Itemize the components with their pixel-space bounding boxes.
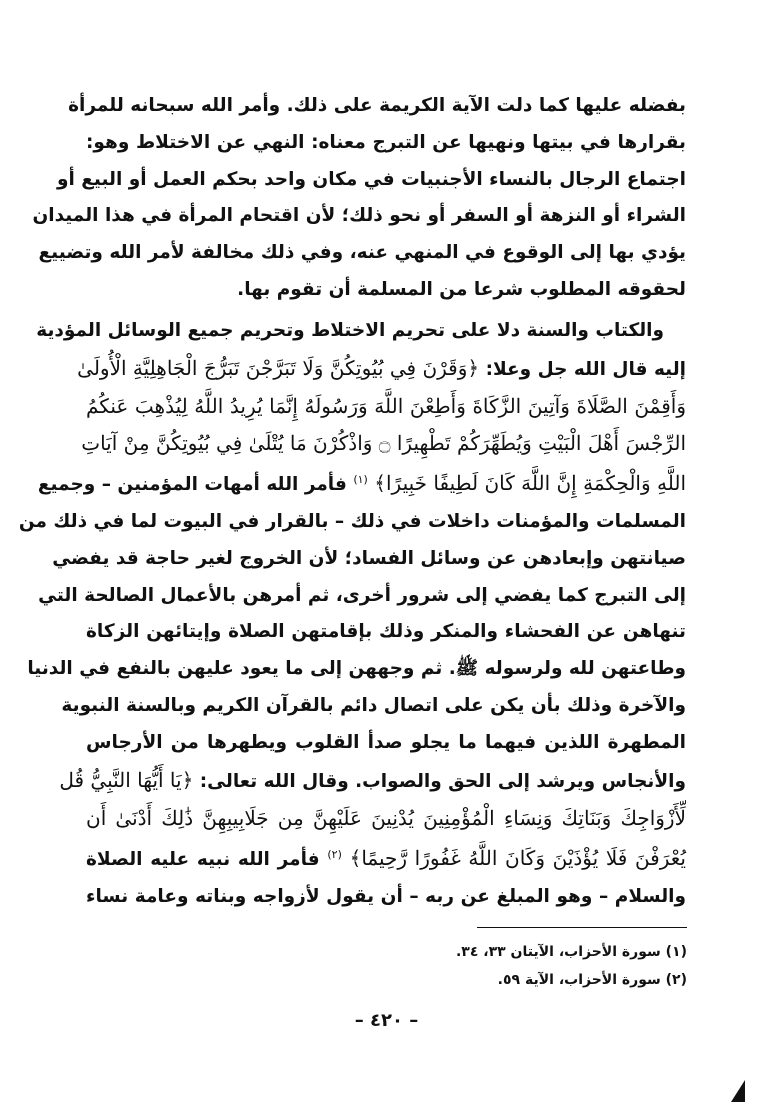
- text-line: والكتاب والسنة دلا على تحريم الاختلاط وتحريم جميع الوسائل المؤدية: [36, 319, 664, 341]
- text-line: [59, 762, 686, 801]
- quran-verse: الرِّجْسَ أَهْلَ الْبَيْتِ وَيُطَهِّرَكُمْ تَطْهِيرًا ۝ وَاذْكُرْنَ مَا يُتْلَىٰ فِي بُيُوتِكُنَّ مِنْ آيَاتِ: [81, 431, 686, 456]
- text-line: المسلمات والمؤمنات داخلات في ذلك – بالقرار في البيوت لما في ذلك من: [18, 510, 686, 532]
- text-line: والسلام – وهو المبلغ عن ربه – أن يقول لأزواجه وبناته وعامة نساء: [86, 886, 686, 908]
- paragraph-1: [32, 88, 686, 309]
- page-body: [18, 88, 686, 916]
- text-line: والآخرة وذلك بأن يكن على اتصال دائم بالقرآن الكريم وبالسنة النبوية: [61, 694, 686, 716]
- text-line: المطهرة اللذين فيهما ما يجلو صدأ القلوب ويطهرها من الأرجاس: [86, 731, 686, 753]
- text-fragment: فأمر الله أمهات المؤمنين – وجميع: [37, 474, 347, 496]
- quran-verse: يُعْرَفْنَ فَلَا يُؤْذَيْنَ وَكَانَ اللَّهُ غَفُورًا رَّحِيمًا﴾: [349, 846, 686, 871]
- footnote: (١) سورة الأحزاب، الآيتان ٣٣، ٣٤.: [455, 944, 687, 960]
- text-fragment: فأمر الله نبيه عليه الصلاة: [86, 849, 320, 871]
- text-fragment: والأنجاس ويرشد إلى الحق والصواب. وقال الله تعالى:: [199, 770, 686, 792]
- text-line: الشراء أو النزهة أو السفر أو نحو ذلك؛ لأن اقتحام المرأة في هذا الميدان: [32, 205, 686, 227]
- text-line: بفضله عليها كما دلت الآية الكريمة على ذلك. وأمر الله سبحانه للمرأة: [68, 95, 686, 116]
- text-line: وطاعتهن لله ولرسوله ﷺ. ثم وجههن إلى ما يعود عليهن بالنفع في الدنيا: [27, 658, 686, 680]
- footnotes: [87, 938, 687, 994]
- quran-verse: اللَّهِ وَالْحِكْمَةِ إِنَّ اللَّهَ كَانَ لَطِيفًا خَبِيرًا﴾: [374, 471, 686, 496]
- footnote: (٢) سورة الأحزاب، الآية ٥٩.: [497, 972, 687, 988]
- text-line: [37, 462, 686, 504]
- footnote-divider: [477, 927, 687, 928]
- footnote-reference: (١): [353, 472, 368, 486]
- text-line: يؤدي بها إلى الوقوع في المنهي عنه، وفي ذلك مخالفة لأمر الله وتضييع: [38, 242, 686, 264]
- footnote-reference: (٢): [327, 848, 342, 862]
- text-line: صيانتهن وإبعادهن عن وسائل الفساد؛ لأن الخروج لغير حاجة قد يفضي: [52, 547, 686, 569]
- text-line: لحقوقه المطلوب شرعا من المسلمة أن تقوم بها.: [237, 278, 686, 300]
- text-line: [86, 837, 686, 879]
- text-line: تنهاهن عن الفحشاء والمنكر وذلك بإقامتهن الصلاة وإيتائهن الزكاة: [86, 621, 686, 643]
- text-line: إلى التبرج كما يفضي إلى شرور أخرى، ثم أمرهن بالأعمال الصالحة التي: [38, 584, 686, 606]
- text-line: بقرارها في بيتها ونهيها عن التبرج معناه: النهي عن الاختلاط وهو:: [86, 131, 686, 153]
- page-number: – ٤٢٠ –: [354, 1010, 419, 1031]
- quran-verse: لِّأَزْوَاجِكَ وَبَنَاتِكَ وَنِسَاءِ الْمُؤْمِنِينَ يُدْنِينَ عَلَيْهِنَّ مِن جَلَابِيبِهِنَّ ذَٰلِكَ أَدْنَىٰ أَن: [86, 806, 686, 831]
- text-line: اجتماع الرجال بالنساء الأجنبيات في مكان واحد بحكم العمل أو البيع أو: [57, 168, 686, 190]
- quran-intro: إليه قال الله جل وعلا:: [485, 358, 686, 380]
- quran-verse: ﴿يَا أَيُّهَا النَّبِيُّ قُل: [59, 767, 194, 792]
- quran-verse: وَأَقِمْنَ الصَّلَاةَ وَآتِينَ الزَّكَاةَ وَأَطِعْنَ اللَّهَ وَرَسُولَهُ إِنَّمَا يُرِيدُ اللَّهُ لِيُذْهِبَ عَنكُمُ: [86, 394, 686, 419]
- quran-verse: ﴿وَقَرْنَ فِي بُيُوتِكُنَّ وَلَا تَبَرَّجْنَ تَبَرُّجَ الْجَاهِلِيَّةِ الْأُولَىٰ: [77, 355, 480, 380]
- corner-mark: [731, 1080, 745, 1102]
- text-line: [77, 350, 686, 389]
- paragraph-2: [18, 313, 686, 916]
